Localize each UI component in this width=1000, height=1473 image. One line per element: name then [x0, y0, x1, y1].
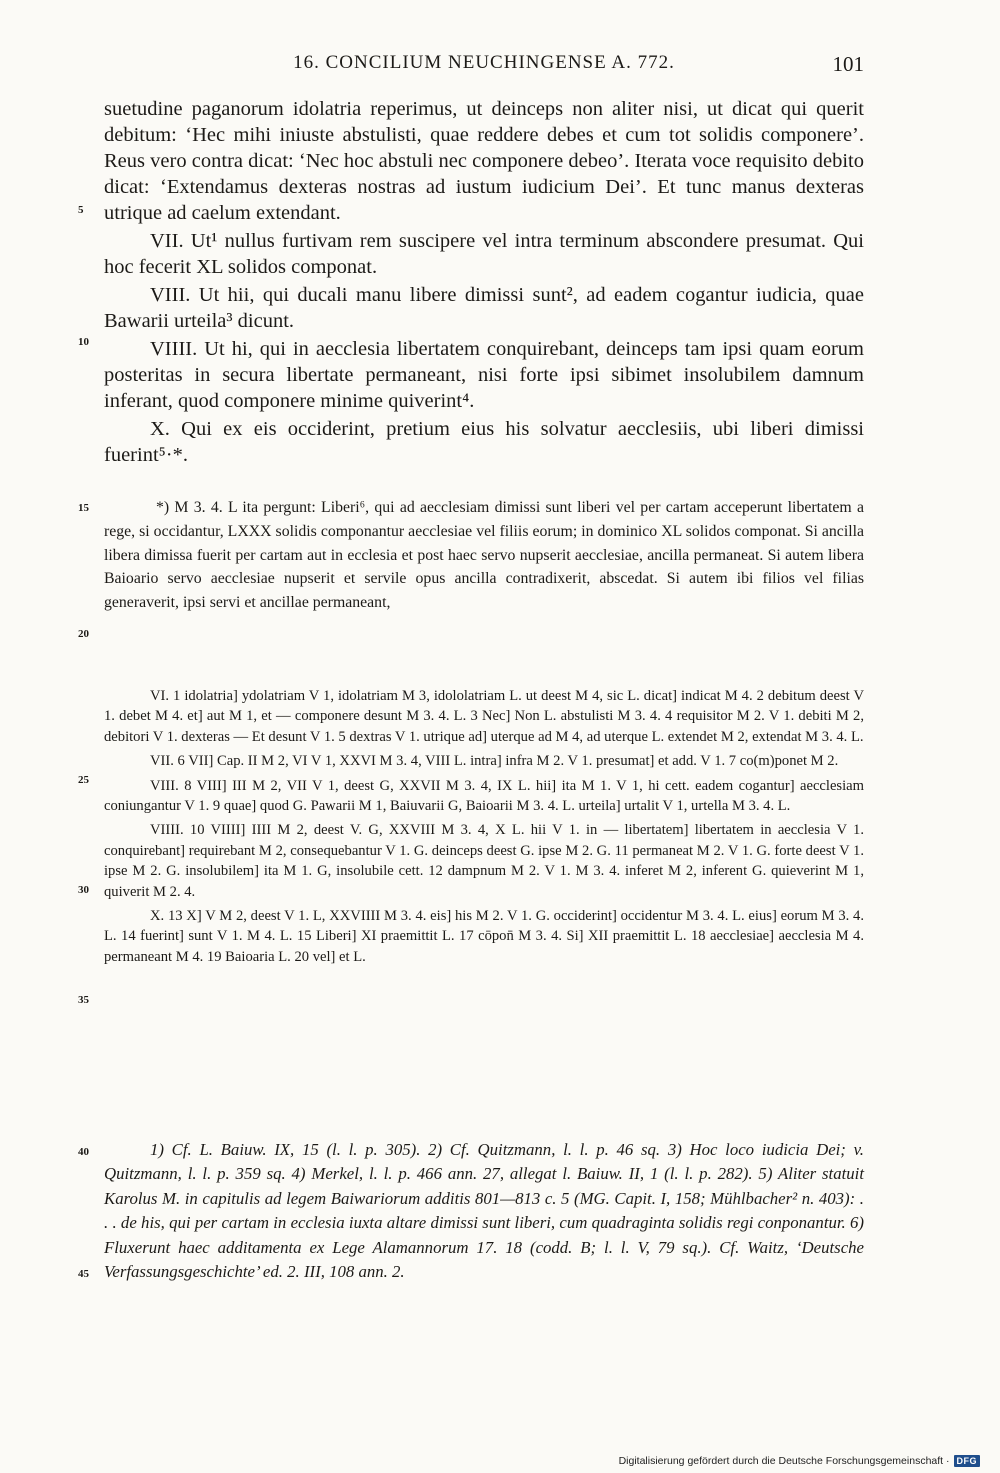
footnotes: [104, 1138, 864, 1284]
running-title: 16. CONCILIUM NEUCHINGENSE A. 772.: [293, 52, 675, 73]
line-number: 40: [78, 1146, 89, 1158]
main-text: [104, 96, 864, 468]
addition-note-text: *) M 3. 4. L ita pergunt: Liberi⁶, qui ad aecclesiam dimissi sunt liberi vel per cartam acceperunt libertatem a rege, si occidantur, LXXX solidis componantur aecclesiae vel filiis eorum; in dominico XL solidos componat. Si ancilla libera dimissa fuerit per cartam aut in ecclesia et post haec servo nupserit aecclesiae, ancilla permaneat. Si autem libera Baioario servo aecclesiae nupserit et servile opus ancilla contradixerit, abscedat. Si autem ibi filios vel filias generaverit, ipsi servi et ancillae permaneant,: [104, 499, 864, 612]
line-number: 20: [78, 628, 89, 640]
paragraph-viiii: VIIII. Ut hi, qui in aecclesia libertatem conquirebant, deinceps tam ipsi quam eorum posteritas in secura libertate permaneant, nisi forte ipsi sibimet insolubilem damnum inferant, quod componere minime quiverint⁴.: [104, 338, 864, 412]
paragraph-vi-continuation: suetudine paganorum idolatria reperimus, ut deinceps non aliter nisi, ut dicat qui querit debitum: ‘Hec mihi iniuste abstulisti, quae reddere debes et cum tot solidis componere’. Reus vero contra dicat: ‘Nec hoc abstuli nec componere debeo’. Iterata voce requisito debito dicat: ‘Extendamus dexteras nostras ad iustum iudicium Dei’. Et tunc manus dexteras utrique ad caelum extendant.: [104, 98, 864, 224]
line-number: 45: [78, 1268, 89, 1280]
paragraph-x: X. Qui ex eis occiderint, pretium eius his solvatur aecclesiis, ubi liberi dimissi fuerint⁵·*.: [104, 418, 864, 466]
line-number: 5: [78, 204, 84, 216]
apparatus-vii: VII. 6 VII] Cap. II M 2, VI V 1, XXVI M 3. 4, VIII L. intra] infra M 2. V 1. presumat] et add. V 1. 7 co(m)ponet M 2.: [150, 753, 839, 770]
running-header: [104, 52, 864, 78]
line-number: 35: [78, 994, 89, 1006]
apparatus-vi: VI. 1 idolatria] ydolatriam V 1, idolatriam M 3, idololatriam L. ut deest M 4, sic L. dicat] indicat M 4. 2 debitum deest V 1. debet M 4. et] aut M 1, et — componere desunt M 3. 4. L. 3 Nec] Non L. abstulisti M 3. 4. 4 requisitor M 2. V 1. debiti M 2, debitori V 1. dexteras — Et desunt V 1. 5 dextras V 1. utrique ad] uterque ad M 4, ad uterque L. extendet M 2, extendat M 3. 4. L.: [104, 688, 864, 745]
paragraph-viii: VIII. Ut hii, qui ducali manu libere dimissi sunt², ad eadem cogantur iudicia, quae Bawarii urteila³ dicunt.: [104, 284, 864, 332]
apparatus-viiii: VIIII. 10 VIIII] IIII M 2, deest V. G, XXVIII M 3. 4, X L. hii V 1. in — libertatem] libertatem in aecclesia V 1. conquirebant] requirebant M 2, consequebantur V 1. G. deinceps deest G. ipse M 2. G. 11 permaneat M 2. V 1. G. forte deest V 1. ipse M 2. G. insolubilem] ita M 1. G, insolubile cett. 12 dampnum M 2. V 1. M 3. 4. inferet M 2, inferent G. quieverint M 1, quiverit M 2. 4.: [104, 822, 864, 900]
paragraph-vii: VII. Ut¹ nullus furtivam rem suscipere vel intra terminum abscondere presumat. Qui hoc fecerit XL solidos componat.: [104, 230, 864, 278]
addition-note: [104, 496, 864, 615]
digitization-credit: [619, 1455, 980, 1467]
credit-text: Digitalisierung gefördert durch die Deutsche Forschungsgemeinschaft ·: [618, 1455, 950, 1467]
critical-apparatus: [104, 686, 864, 971]
footnotes-text: 1) Cf. L. Baiuw. IX, 15 (l. l. p. 305). 2) Cf. Quitzmann, l. l. p. 46 sq. 3) Hoc loco iudicia Dei; v. Quitzmann, l. l. p. 359 sq. 4) Merkel, l. l. p. 466 ann. 27, allegat l. Baiuw. II, 1 (l. l. p. 282). 5) Aliter statuit Karolus M. in capitulis ad legem Baiwariorum additis 801—813 c. 5 (MG. Capit. I, 158; Mühlbacher² n. 403): . . . de his, qui per cartam in ecclesia iuxta altare dimissi sunt liberi, cum quadraginta solidis regi conponantur. 6) Fluxerunt haec additamenta ex Lege Alamannorum 17. 18 (codd. B; l. l. V, 79 sq.). Cf. Waitz, ‘Deutsche Verfassungsgeschichte’ ed. 2. III, 108 ann. 2.: [104, 1140, 864, 1282]
line-number: 25: [78, 774, 89, 786]
page-number: 101: [832, 52, 864, 76]
line-number: 30: [78, 884, 89, 896]
apparatus-viii: VIII. 8 VIII] III M 2, VII V 1, deest G, XXVII M 3. 4, IX L. hii] ita M 1. V 1, hi cett. eadem cogantur] aecclesiam coniungantur V 1. 9 quae] quod G. Pawarii M 1, Baiuvarii G, Baioarii M 3. 4. L. urteila] urtalit V 1, urtella M 3. 4. L.: [104, 777, 864, 815]
line-number: 15: [78, 502, 89, 514]
line-number: 10: [78, 336, 89, 348]
apparatus-x: X. 13 X] V M 2, deest V 1. L, XXVIIII M 3. 4. eis] his M 2. V 1. G. occiderint] occidentur M 3. 4. L. eius] eorum M 3. 4. L. 14 fuerint] sunt V 1. M 4. L. 15 Liberi] XI praemittit L. 17 cōpon̄ M 3. 4. Si] XII praemittit L. 18 aecclesiae] aecclesia M 4. permaneant M 4. 19 Baioaria L. 20 vel] et L.: [104, 908, 864, 965]
dfg-logo-icon: DFG: [954, 1455, 981, 1467]
